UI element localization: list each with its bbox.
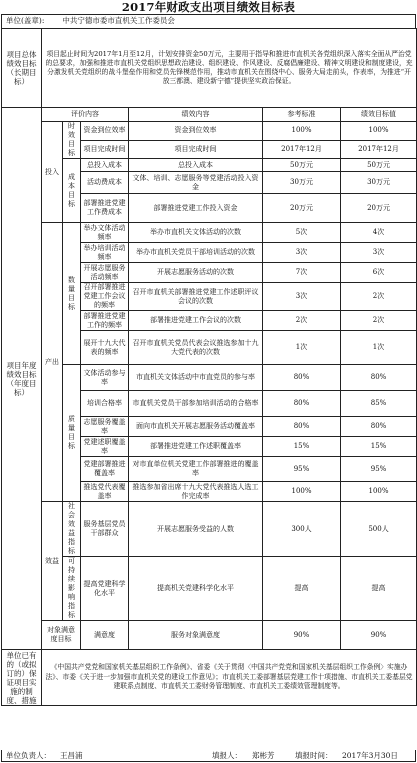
target-value: 90% bbox=[341, 621, 417, 650]
overall-label: 项目总体绩效目标（长期目标） bbox=[2, 29, 42, 108]
header-target: 绩效目标值 bbox=[341, 108, 417, 122]
overall-text: 项目起止时间为2017年1月至12月，计划安排资金50万元，主要用于指导和推进市直机关各党组织深入落实全面从严治党的总要求，加强和推进市直机关党组织思想政治建设、组织建设、作风建设、反腐倡廉建设、精神文明建设和制度建设，充分激发机关党组织的战斗堡垒作用和党员先锋模范作用，推动市直机关在围绕中心、服务大局走前头，作表率，为推进“开放三都澳、建设新宁德”提供坚实政治保证。 bbox=[42, 29, 417, 108]
reference-value: 20万元 bbox=[263, 194, 341, 223]
table-row bbox=[2, 502, 417, 557]
indicator-content: 面向市直机关开展志愿服务活动覆盖率 bbox=[129, 417, 263, 437]
target-value: 2次 bbox=[341, 283, 417, 311]
target-value: 100% bbox=[341, 122, 417, 141]
indicator-name: 举办文体活动频率 bbox=[81, 223, 129, 243]
maker-name: 郑彬芳 bbox=[252, 751, 275, 760]
performance-form bbox=[1, 0, 416, 763]
indicator-name: 开展志愿服务活动频率 bbox=[81, 263, 129, 283]
unit-line bbox=[1, 14, 416, 28]
target-value: 500人 bbox=[341, 502, 417, 557]
reference-value: 80% bbox=[263, 391, 341, 417]
target-value: 50万元 bbox=[341, 159, 417, 172]
indicator-name: 党建部署推进覆盖率 bbox=[81, 457, 129, 482]
header-eval: 评价内容 bbox=[42, 108, 129, 122]
reference-value: 100% bbox=[263, 122, 341, 141]
target-value: 80% bbox=[341, 365, 417, 391]
indicator-content: 部署推进党建工作会议的次数 bbox=[129, 311, 263, 331]
indicator-content: 总投入成本 bbox=[129, 159, 263, 172]
indicator-content: 召开市直机关党员代表会议推选参加十九大党代表的次数 bbox=[129, 331, 263, 365]
goal-table bbox=[1, 28, 417, 706]
indicator-content: 市直机关文体活动中市直党员的参与率 bbox=[129, 365, 263, 391]
target-value: 4次 bbox=[341, 223, 417, 243]
indicator-name: 党建述职覆盖率 bbox=[81, 437, 129, 457]
indicator-content: 文体、培训、志愿服务等党建活动投入资金 bbox=[129, 172, 263, 194]
indicator-name: 满意度 bbox=[81, 621, 129, 650]
subcategory-quantity: 数量目标 bbox=[63, 223, 81, 365]
target-value: 100% bbox=[341, 482, 417, 502]
indicator-name: 推选党代表覆盖率 bbox=[81, 482, 129, 502]
target-value: 85% bbox=[341, 391, 417, 417]
indicator-content: 市直机关党员干部参加培训活动的合格率 bbox=[129, 391, 263, 417]
annual-label: 项目年度绩效目标（年度目标） bbox=[2, 108, 42, 650]
subcategory-quality: 质量目标 bbox=[63, 365, 81, 502]
reference-value: 5次 bbox=[263, 223, 341, 243]
target-value: 30万元 bbox=[341, 172, 417, 194]
target-value: 80% bbox=[341, 417, 417, 437]
reference-value: 100% bbox=[263, 482, 341, 502]
leader-name: 王昌浦 bbox=[60, 751, 83, 760]
table-row bbox=[2, 557, 417, 621]
subcategory-time: 时效目标 bbox=[63, 122, 81, 159]
reference-value: 95% bbox=[263, 457, 341, 482]
target-value: 1次 bbox=[341, 331, 417, 365]
table-row bbox=[2, 108, 417, 122]
indicator-content: 项目完成时间 bbox=[129, 140, 263, 159]
reference-value: 3次 bbox=[263, 243, 341, 263]
target-value: 2017年12月 bbox=[341, 140, 417, 159]
target-value: 提高 bbox=[341, 557, 417, 621]
basis-text: 《中国共产党党和国家机关基层组织工作条例》、省委《关于贯彻〈中国共产党党和国家机关基层组织工作条例〉实施办法》、市委《关于进一步加强市直机关党的建设工作意见》；市直机关工委部署基层党建工作十项措施、市直机关工委基层党建联系点制度、市直机关工委财务管理制度、市直机关工委绩效管理制度等。 bbox=[42, 650, 417, 706]
basis-label: 单位已有的（或拟订的）保证项目实施的制度、措施 bbox=[2, 650, 42, 706]
indicator-name: 项目完成时间 bbox=[81, 140, 129, 159]
target-value: 6次 bbox=[341, 263, 417, 283]
subcategory-cost: 成本目标 bbox=[63, 159, 81, 223]
target-value: 2次 bbox=[341, 311, 417, 331]
indicator-content: 提高机关党建科学化水平 bbox=[129, 557, 263, 621]
table-row bbox=[2, 122, 417, 141]
category-effect: 效益 bbox=[42, 502, 63, 621]
indicator-content: 对市直单位机关党建工作部署推进的覆盖率 bbox=[129, 457, 263, 482]
indicator-content: 推选参加省出席十九大党代表推选人选工作完成率 bbox=[129, 482, 263, 502]
target-value: 15% bbox=[341, 437, 417, 457]
category-input: 投入 bbox=[42, 122, 63, 223]
indicator-content: 举办市直机关党员干部培训活动的次数 bbox=[129, 243, 263, 263]
indicator-name: 展开十九大代表的频率 bbox=[81, 331, 129, 365]
unit-label: 单位(盖章): bbox=[6, 16, 45, 25]
indicator-name: 服务基层党员干部群众 bbox=[81, 502, 129, 557]
category-satisfaction: 对象满意度目标 bbox=[42, 621, 81, 650]
indicator-content: 部署推进党建工作投入资金 bbox=[129, 194, 263, 223]
reference-value: 300人 bbox=[263, 502, 341, 557]
indicator-name: 召开部署推进党建工作会议的频率 bbox=[81, 283, 129, 311]
reference-value: 2017年12月 bbox=[263, 140, 341, 159]
reference-value: 提高 bbox=[263, 557, 341, 621]
indicator-name: 活动费成本 bbox=[81, 172, 129, 194]
reference-value: 2次 bbox=[263, 311, 341, 331]
indicator-content: 部署推进党建工作述职覆盖率 bbox=[129, 437, 263, 457]
reference-value: 7次 bbox=[263, 263, 341, 283]
target-value: 3次 bbox=[341, 243, 417, 263]
reference-value: 3次 bbox=[263, 283, 341, 311]
reference-value: 1次 bbox=[263, 331, 341, 365]
target-value: 95% bbox=[341, 457, 417, 482]
table-row bbox=[2, 29, 417, 108]
indicator-name: 部署推进党建工作费成本 bbox=[81, 194, 129, 223]
table-row bbox=[2, 159, 417, 172]
indicator-content: 召开市直机关部署推进党建工作述职评议会议的次数 bbox=[129, 283, 263, 311]
indicator-content: 举办市直机关文体活动的次数 bbox=[129, 223, 263, 243]
indicator-content: 服务对象满意度 bbox=[129, 621, 263, 650]
header-ref: 参考标准 bbox=[263, 108, 341, 122]
table-row bbox=[2, 365, 417, 391]
indicator-content: 资金到位效率 bbox=[129, 122, 263, 141]
indicator-name: 文体活动参与率 bbox=[81, 365, 129, 391]
indicator-content: 开展志愿服务受益的人数 bbox=[129, 502, 263, 557]
unit-name: 中共宁德市委市直机关工作委员会 bbox=[62, 16, 175, 25]
reference-value: 90% bbox=[263, 621, 341, 650]
date-value: 2017年3月30日 bbox=[342, 751, 398, 760]
indicator-name: 提高党建科学化水平 bbox=[81, 557, 129, 621]
reference-value: 30万元 bbox=[263, 172, 341, 194]
reference-value: 80% bbox=[263, 417, 341, 437]
page-title: 2017年财政支出项目绩效目标表 bbox=[121, 0, 296, 14]
target-value: 20万元 bbox=[341, 194, 417, 223]
footer bbox=[1, 750, 416, 762]
category-output: 产出 bbox=[42, 223, 63, 502]
date-label: 填报时间： bbox=[295, 751, 333, 760]
indicator-content: 开展志愿服务活动的次数 bbox=[129, 263, 263, 283]
header-content: 绩效内容 bbox=[129, 108, 263, 122]
leader-label: 单位负责人： bbox=[6, 751, 51, 760]
subcategory-social: 社会效益指标 bbox=[63, 502, 81, 557]
reference-value: 50万元 bbox=[263, 159, 341, 172]
indicator-name: 举办培训活动频率 bbox=[81, 243, 129, 263]
indicator-name: 资金到位效率 bbox=[81, 122, 129, 141]
indicator-name: 部署推进党建工作的频率 bbox=[81, 311, 129, 331]
maker-label: 填报人： bbox=[212, 751, 242, 760]
indicator-name: 总投入成本 bbox=[81, 159, 129, 172]
reference-value: 80% bbox=[263, 365, 341, 391]
table-row bbox=[2, 621, 417, 650]
indicator-name: 志愿服务覆盖率 bbox=[81, 417, 129, 437]
reference-value: 15% bbox=[263, 437, 341, 457]
subcategory-sustain: 可持续影响指标 bbox=[63, 557, 81, 621]
table-row bbox=[2, 223, 417, 243]
table-row bbox=[2, 650, 417, 706]
indicator-name: 培训合格率 bbox=[81, 391, 129, 417]
